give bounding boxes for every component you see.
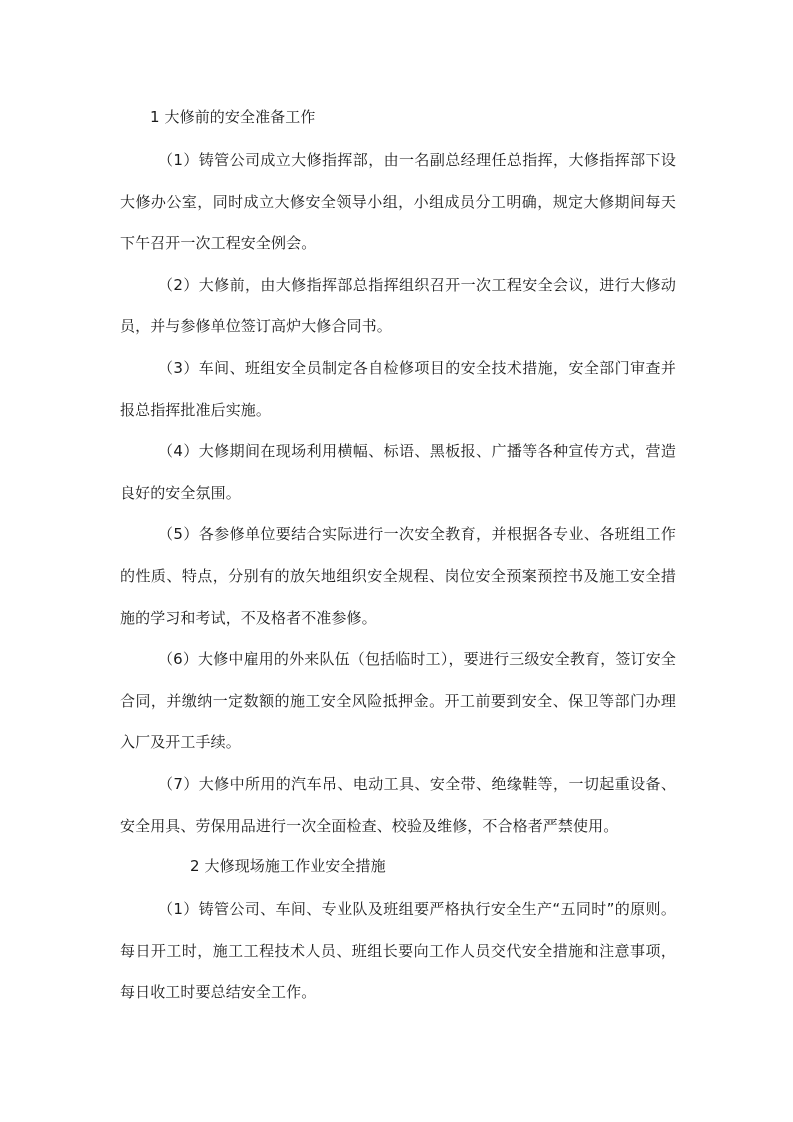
paragraph-1-5: （5）各参修单位要结合实际进行一次安全教育，并根据各专业、各班组工作的性质、特点，分别有的放矢地组织安全规程、岗位安全预案预控书及施工安全措施的学习和考试，不及格者不准参修。 (120, 525, 676, 627)
paragraph-1-4: （4）大修期间在现场利用横幅、标语、黑板报、广播等各种宣传方式，营造良好的安全氛围。 (120, 442, 676, 502)
paragraph-2-1: （1）铸管公司、车间、专业队及班组要严格执行安全生产“五同时”的原则。每日开工时，施工工程技术人员、班组长要向工作人员交代安全措施和注意事项，每日收工时要总结安全工作。 (120, 900, 676, 1002)
paragraph-1-1: （1）铸管公司成立大修指挥部，由一名副总经理任总指挥，大修指挥部下设大修办公室，同时成立大修安全领导小组，小组成员分工明确，规定大修期间每天下午召开一次工程安全例会。 (120, 151, 676, 253)
paragraph-1-3: （3）车间、班组安全员制定各自检修项目的安全技术措施，安全部门审查并报总指挥批准后实施。 (120, 358, 676, 419)
paragraph-1-7: （7）大修中所用的汽车吊、电动工具、安全带、绝缘鞋等，一切起重设备、安全用具、劳保用品进行一次全面检查、校验及维修，不合格者严禁使用。 (120, 774, 676, 835)
section-heading-1: 1 大修前的安全准备工作 (150, 108, 316, 126)
paragraph-1-6: （6）大修中雇用的外来队伍（包括临时工），要进行三级安全教育，签订安全合同，并缴纳一定数额的施工安全风险抵押金。开工前要到安全、保卫等部门办理入厂及开工手续。 (120, 650, 676, 752)
section-heading-2: 2 大修现场施工作业安全措施 (190, 857, 386, 876)
paragraph-1-2: （2）大修前，由大修指挥部总指挥组织召开一次工程安全会议，进行大修动员，并与参修单位签订高炉大修合同书。 (120, 275, 676, 336)
document-body (120, 100, 676, 1014)
